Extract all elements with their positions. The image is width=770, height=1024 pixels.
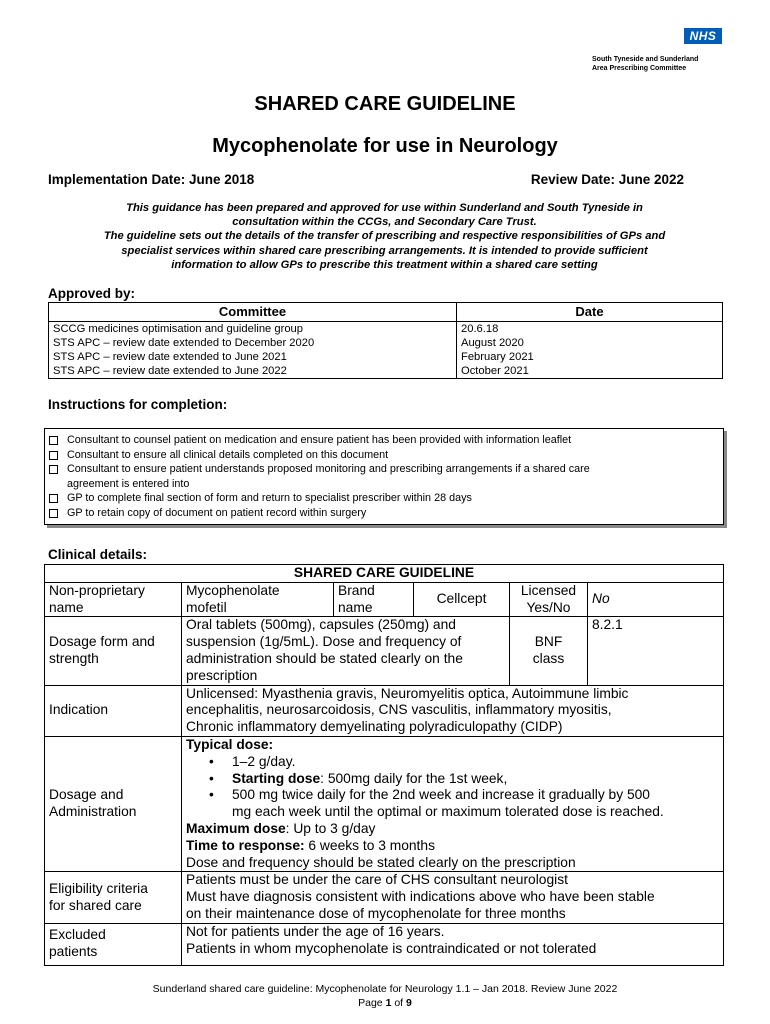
approved-heading: Approved by:	[48, 286, 136, 301]
licensed-label: Licensed Yes/No	[510, 582, 588, 617]
indication-label: Indication	[45, 685, 182, 736]
table-row	[45, 582, 724, 617]
checkbox[interactable]	[49, 494, 58, 503]
table-row: STS APC – review date extended to December 2020 August 2020	[49, 336, 723, 350]
checkbox[interactable]	[49, 509, 58, 518]
implementation-date: Implementation Date: June 2018	[48, 172, 255, 187]
instruction-item-continued: agreement is entered into	[67, 477, 190, 490]
table-row	[45, 617, 724, 685]
np-name-value: Mycophenolate mofetil	[182, 582, 334, 617]
table-row	[45, 736, 724, 871]
instruction-item: GP to retain copy of document on patient record within surgery	[45, 506, 723, 521]
clinical-table	[44, 564, 724, 966]
licensed-value: No	[588, 582, 724, 617]
instruction-item: GP to complete final section of form and return to specialist prescriber within 28 days	[45, 491, 723, 506]
date-header: Date	[457, 303, 723, 322]
brand-label: Brand name	[334, 582, 414, 617]
dosage-form-value: Oral tablets (500mg), capsules (250mg) and suspension (1g/5mL). Dose and frequency of administration should be stated clearly on the prescription	[182, 617, 510, 685]
nhs-logo: NHS	[684, 28, 722, 44]
org-line-2: Area Prescribing Committee	[592, 65, 687, 72]
eligibility-label: Eligibility criteria for shared care	[45, 872, 182, 923]
bnf-label: BNF class	[510, 617, 588, 685]
list-item: • 1–2 g/day.	[186, 754, 719, 771]
instruction-item: Consultant to ensure all clinical details completed on this document	[45, 448, 723, 463]
table-row: STS APC – review date extended to June 2022 October 2021	[49, 364, 723, 379]
table-row: STS APC – review date extended to June 2021 February 2021	[49, 350, 723, 364]
excluded-label: Excluded patients	[45, 923, 182, 965]
intro-text: This guidance has been prepared and approved for use within Sunderland and South Tyneside in consultation within the CCGs, and Secondary Care Trust. The guideline sets out the details of the transfer of prescribing and respective responsibilities of GPs and specialist services within shared care prescribing arrangements. It is intended to provide sufficient information to allow GPs to prescribe this treatment within a shared care setting	[103, 202, 666, 271]
brand-value: Cellcept	[414, 582, 510, 617]
organisation-name	[592, 55, 722, 73]
instruction-item: Consultant to ensure patient understands proposed monitoring and prescribing arrangements if a shared care	[45, 462, 723, 477]
checkbox[interactable]	[49, 436, 58, 445]
page-title: SHARED CARE GUIDELINE	[254, 93, 516, 115]
excluded-value: Not for patients under the age of 16 years. Patients in whom mycophenolate is contraindicated or not tolerated	[182, 923, 724, 965]
instructions-heading: Instructions for completion:	[48, 397, 228, 412]
org-line-1: South Tyneside and Sunderland	[592, 56, 699, 63]
page-number: Page 1 of 9	[358, 997, 412, 1009]
table-row: SCCG medicines optimisation and guideline group 20.6.18	[49, 322, 723, 337]
dose-list	[186, 754, 719, 821]
list-item: • 500 mg twice daily for the 2nd week and increase it gradually by 500 mg each week until the optimal or maximum tolerated dose is reached.	[186, 787, 719, 821]
footer-text: Sunderland shared care guideline: Mycophenolate for Neurology 1.1 – Jan 2018. Review June 2022	[152, 983, 618, 995]
table-row	[45, 685, 724, 736]
table-row	[45, 923, 724, 965]
bnf-value: 8.2.1	[588, 617, 724, 685]
dosage-admin-label: Dosage and Administration	[45, 736, 182, 871]
clinical-heading: Clinical details:	[48, 547, 148, 562]
checkbox[interactable]	[49, 451, 58, 460]
page-subtitle: Mycophenolate for use in Neurology	[212, 135, 558, 157]
dosage-form-label: Dosage form and strength	[45, 617, 182, 685]
approved-table	[48, 302, 723, 379]
table-row	[45, 872, 724, 923]
np-name-label: Non-proprietary name	[45, 582, 182, 617]
instructions-box	[44, 428, 724, 525]
eligibility-value: Patients must be under the care of CHS consultant neurologist Must have diagnosis consistent with indications above who have been stable on their maintenance dose of mycophenolate for three months	[182, 872, 724, 923]
page-footer	[0, 982, 770, 1010]
committee-header: Committee	[49, 303, 457, 322]
dosage-admin-value: Typical dose: • 1–2 g/day. • Starting dose: 500mg daily for the 1st week, • 500 mg twice daily for the 2nd week and increase it gradually by 500 mg each week until the optimal or maximum tolerated dose is reached. Maximum dose: Up to 3 g/day Time to response: 6 weeks to 3 months Dose and frequency should be stated clearly on the prescription	[182, 736, 724, 871]
list-item: • Starting dose: 500mg daily for the 1st week,	[186, 771, 719, 788]
instruction-item: Consultant to counsel patient on medication and ensure patient has been provided with information leaflet	[45, 433, 723, 448]
review-date: Review Date: June 2022	[530, 172, 684, 187]
clinical-table-title: SHARED CARE GUIDELINE	[45, 565, 724, 583]
indication-value: Unlicensed: Myasthenia gravis, Neuromyelitis optica, Autoimmune limbic encephalitis, neurosarcoidosis, CNS vasculitis, inflammatory myositis, Chronic inflammatory demyelinating polyradiculopathy (CIDP)	[182, 685, 724, 736]
checkbox[interactable]	[49, 465, 58, 474]
